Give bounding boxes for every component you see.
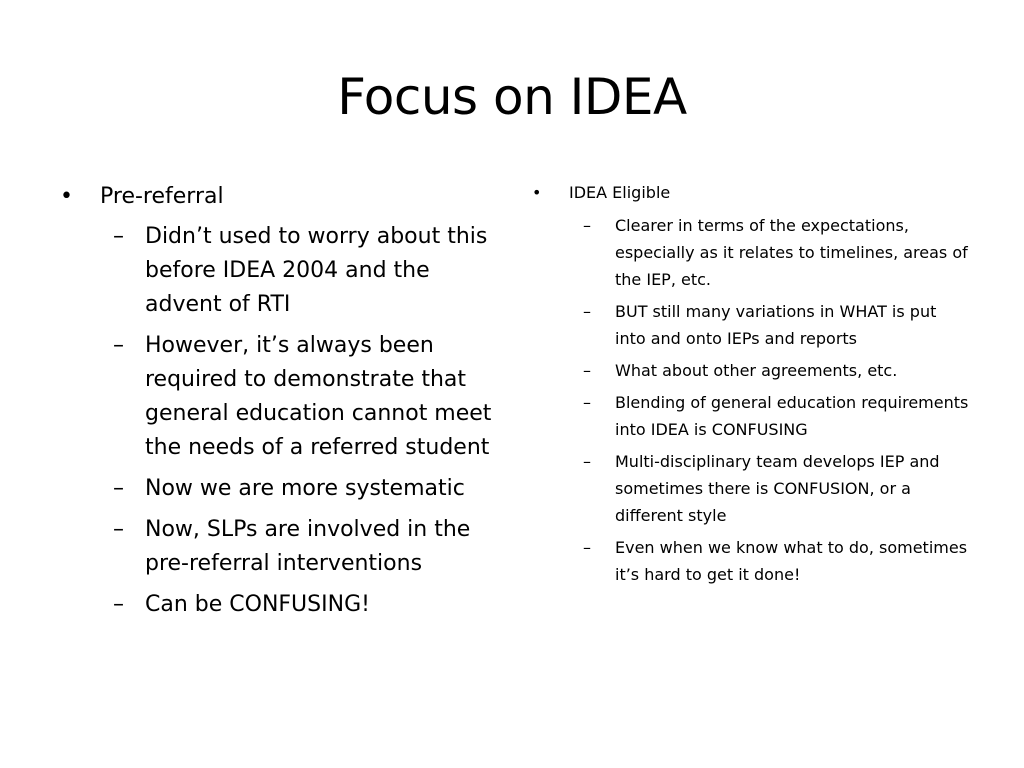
bullet-icon: • — [60, 184, 73, 209]
right-sub-item-text: What about other agreements, etc. — [615, 361, 898, 380]
dash-icon: – — [113, 517, 124, 542]
dash-icon: – — [583, 361, 591, 380]
right-sub-item-text: Even when we know what to do, sometimes it’s hard to get it done! — [615, 538, 968, 584]
dash-icon: – — [583, 302, 591, 321]
left-bullet-list — [60, 180, 500, 622]
left-sub-item-text: However, it’s always been required to demonstrate that general education cannot meet the needs of a referred student — [145, 333, 492, 460]
left-sub-item-text: Can be CONFUSING! — [145, 592, 370, 617]
left-sub-item — [60, 329, 500, 465]
left-column — [60, 180, 500, 629]
left-sub-item-text: Didn’t used to worry about this before IDEA 2004 and the advent of RTI — [145, 224, 488, 317]
left-sub-item-text: Now, SLPs are involved in the pre-referral interventions — [145, 517, 471, 576]
dash-icon: – — [113, 224, 124, 249]
bullet-icon: • — [532, 183, 542, 202]
dash-icon: – — [583, 538, 591, 557]
right-sub-item-text: BUT still many variations in WHAT is put into and onto IEPs and reports — [615, 302, 937, 348]
dash-icon: – — [113, 476, 124, 501]
right-sub-item — [530, 357, 970, 384]
slide-title: Focus on IDEA — [337, 68, 687, 126]
right-sub-item — [530, 389, 970, 443]
dash-icon: – — [583, 393, 591, 412]
right-column — [530, 180, 970, 593]
right-sub-item — [530, 298, 970, 352]
right-sub-item-text: Blending of general education requirements into IDEA is CONFUSING — [615, 393, 969, 439]
right-sub-item — [530, 212, 970, 293]
dash-icon: – — [583, 216, 591, 235]
left-sub-item — [60, 588, 500, 622]
left-heading-item — [60, 180, 500, 214]
dash-icon: – — [583, 452, 591, 471]
left-sub-item — [60, 220, 500, 322]
left-sub-item — [60, 513, 500, 581]
right-sub-item-text: Clearer in terms of the expectations, especially as it relates to timelines, areas of the IEP, etc. — [615, 216, 968, 289]
right-sub-item-text: Multi-disciplinary team develops IEP and sometimes there is CONFUSION, or a different style — [615, 452, 940, 525]
right-heading-item — [530, 180, 970, 206]
right-sub-item — [530, 448, 970, 529]
right-bullet-list — [530, 180, 970, 588]
left-sub-item — [60, 472, 500, 506]
dash-icon: – — [113, 333, 124, 358]
right-heading-text: IDEA Eligible — [569, 183, 671, 202]
dash-icon: – — [113, 592, 124, 617]
left-heading-text: Pre-referral — [100, 184, 224, 209]
left-sub-item-text: Now we are more systematic — [145, 476, 465, 501]
right-sub-item — [530, 534, 970, 588]
